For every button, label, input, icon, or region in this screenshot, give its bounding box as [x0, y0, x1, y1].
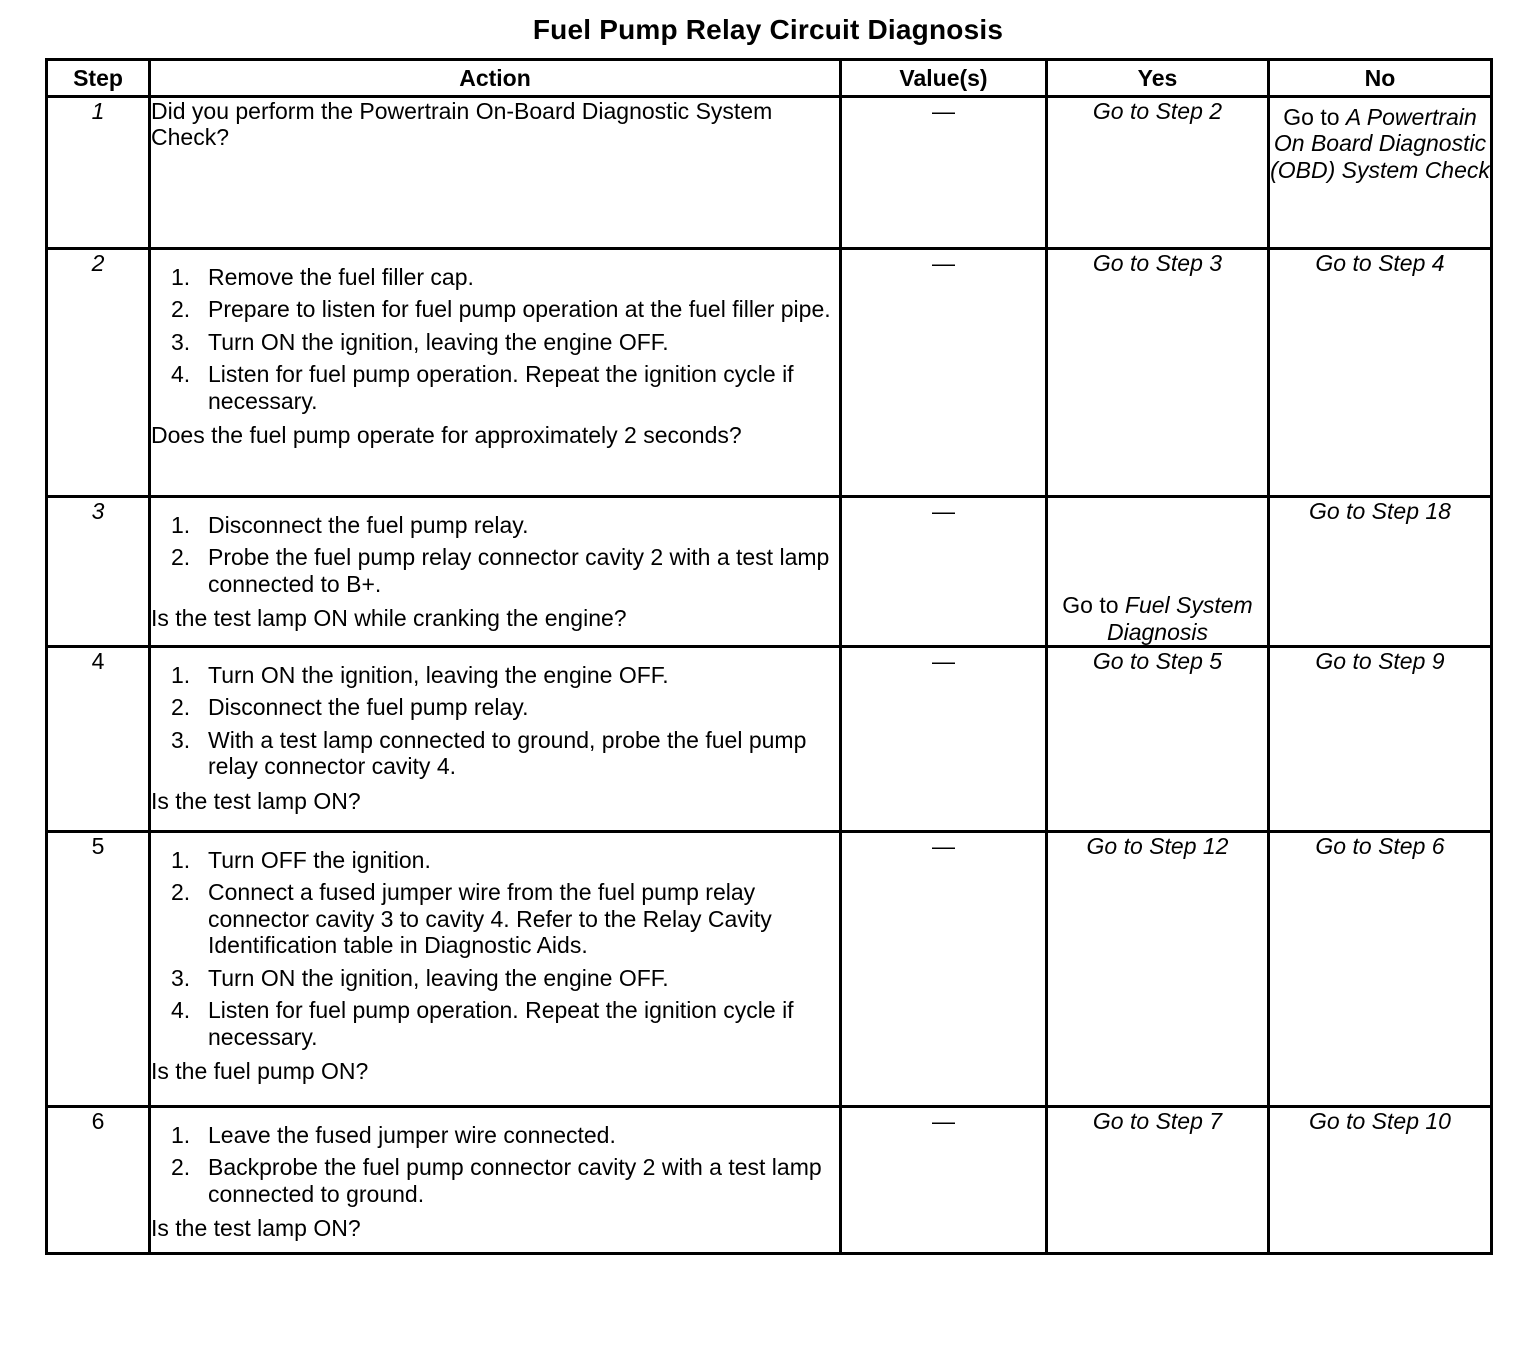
substep: 1. Leave the fused jumper wire connected. — [171, 1122, 616, 1148]
value-cell: — — [841, 497, 1047, 647]
table-header-row — [47, 60, 1492, 97]
table-row — [47, 1107, 1492, 1254]
action-question: Does the fuel pump operate for approximately 2 seconds? — [151, 422, 742, 449]
header-no: No — [1269, 60, 1492, 97]
substep: 3. Turn ON the ignition, leaving the engine OFF. — [171, 328, 669, 355]
action-question: Is the fuel pump ON? — [151, 1058, 369, 1085]
substep: 4. Listen for fuel pump operation. Repeat the ignition cycle if necessary. — [171, 361, 794, 414]
substep-list — [151, 662, 839, 780]
step-number: 6 — [47, 1107, 150, 1254]
no-link[interactable]: Go to Step 6 — [1269, 832, 1492, 1107]
action-question: Did you perform the Powertrain On-Board Diagnostic System Check? — [151, 98, 773, 151]
header-action: Action — [150, 60, 841, 97]
table-row — [47, 832, 1492, 1107]
substep-list — [151, 847, 839, 1050]
substep-list — [151, 512, 839, 597]
substep: 2. Prepare to listen for fuel pump operation at the fuel filler pipe. — [171, 296, 831, 323]
yes-link-text: Fuel System Diagnosis — [1107, 592, 1253, 645]
substep: 1. Disconnect the fuel pump relay. — [171, 512, 529, 538]
substep: 2. Backprobe the fuel pump connector cavity 2 with a test lamp connected to ground. — [171, 1154, 822, 1207]
substep-list — [151, 264, 839, 414]
header-step: Step — [47, 60, 150, 97]
substep: 1. Turn OFF the ignition. — [171, 847, 431, 873]
step-number: 2 — [47, 249, 150, 497]
substep: 2. Disconnect the fuel pump relay. — [171, 694, 529, 721]
action-question: Is the test lamp ON while cranking the engine? — [151, 605, 627, 632]
yes-link[interactable]: Go to Step 2 — [1047, 97, 1269, 249]
action-cell — [150, 249, 841, 497]
step-number: 3 — [47, 497, 150, 647]
value-cell: — — [841, 647, 1047, 832]
action-cell — [150, 647, 841, 832]
no-link[interactable] — [1269, 97, 1492, 249]
substep-list — [151, 1122, 839, 1207]
table-row — [47, 249, 1492, 497]
value-cell: — — [841, 97, 1047, 249]
yes-link[interactable]: Go to Step 5 — [1047, 647, 1269, 832]
substep: 2. Connect a fused jumper wire from the fuel pump relay connector cavity 3 to cavity 4. Refer to the Relay Cavity Identification table in Diagnostic Aids. — [171, 879, 772, 959]
action-question: Is the test lamp ON? — [151, 787, 361, 814]
header-values: Value(s) — [841, 60, 1047, 97]
no-link[interactable]: Go to Step 10 — [1269, 1107, 1492, 1254]
value-cell: — — [841, 1107, 1047, 1254]
yes-prefix: Go to — [1062, 592, 1125, 619]
value-cell: — — [841, 249, 1047, 497]
no-link-text: A Powertrain On Board Diagnostic (OBD) System Check — [1270, 104, 1490, 183]
substep: 1. Turn ON the ignition, leaving the engine OFF. — [171, 662, 669, 688]
no-link[interactable]: Go to Step 18 — [1269, 497, 1492, 647]
yes-link[interactable]: Go to Step 12 — [1047, 832, 1269, 1107]
step-number: 1 — [47, 97, 150, 249]
header-yes: Yes — [1047, 60, 1269, 97]
step-number: 4 — [47, 647, 150, 832]
diagnosis-table — [45, 58, 1493, 1255]
table-row — [47, 97, 1492, 249]
no-prefix: Go to — [1283, 104, 1346, 130]
substep: 3. Turn ON the ignition, leaving the engine OFF. — [171, 964, 669, 991]
action-question: Is the test lamp ON? — [151, 1215, 361, 1242]
action-cell — [150, 97, 841, 249]
action-cell — [150, 1107, 841, 1254]
page-title: Fuel Pump Relay Circuit Diagnosis — [532, 14, 1004, 45]
substep: 4. Listen for fuel pump operation. Repeat the ignition cycle if necessary. — [171, 997, 794, 1050]
yes-link[interactable] — [1047, 497, 1269, 647]
table-row — [47, 647, 1492, 832]
substep: 3. With a test lamp connected to ground, probe the fuel pump relay connector cavity 4. — [171, 726, 807, 780]
no-link[interactable]: Go to Step 4 — [1269, 249, 1492, 497]
substep: 1. Remove the fuel filler cap. — [171, 264, 474, 290]
table-row — [47, 497, 1492, 647]
yes-link[interactable]: Go to Step 3 — [1047, 249, 1269, 497]
action-cell — [150, 497, 841, 647]
value-cell: — — [841, 832, 1047, 1107]
action-cell — [150, 832, 841, 1107]
substep: 2. Probe the fuel pump relay connector cavity 2 with a test lamp connected to B+. — [171, 544, 830, 597]
no-link[interactable]: Go to Step 9 — [1269, 647, 1492, 832]
yes-link[interactable]: Go to Step 7 — [1047, 1107, 1269, 1254]
step-number: 5 — [47, 832, 150, 1107]
